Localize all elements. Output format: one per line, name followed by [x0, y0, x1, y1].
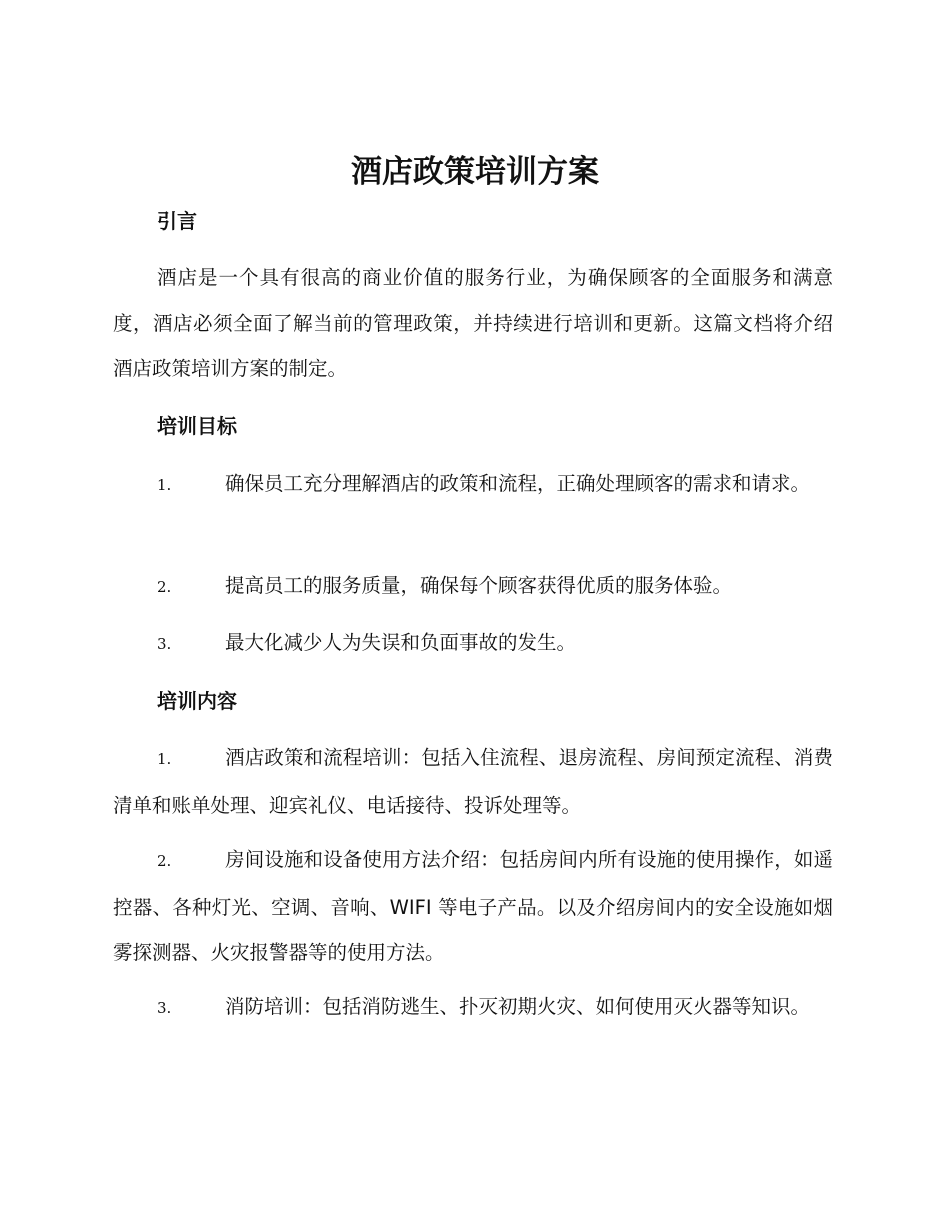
list-item-number: 1. — [157, 750, 172, 768]
list-item-text: 酒店政策和流程培训：包括入住流程、退房流程、房间预定流程、消费清单和账单处理、迎宾礼仪、电话接待、投诉处理等。 — [113, 746, 833, 817]
list-item-text: 房间设施和设备使用方法介绍：包括房间内所有设施的使用操作，如遥控器、各种灯光、空调、音响、WIFI 等电子产品。以及介绍房间内的安全设施如烟雾探测器、火灾报警器等的使用方法。 — [113, 848, 833, 964]
section-heading-training-goals: 培训目标 — [157, 414, 237, 438]
list-item-number: 3. — [157, 999, 172, 1017]
section-heading-training-content: 培训内容 — [157, 689, 237, 713]
section-heading-introduction: 引言 — [157, 209, 197, 233]
list-item — [113, 461, 833, 509]
list-item-text: 确保员工充分理解酒店的政策和流程，正确处理顾客的需求和请求。 — [225, 472, 811, 495]
list-item-number: 2. — [157, 578, 172, 596]
list-item-number: 3. — [157, 635, 172, 653]
list-item-text: 消防培训：包括消防逃生、扑灭初期火灾、如何使用灭火器等知识。 — [225, 995, 811, 1018]
introduction-paragraph: 酒店是一个具有很高的商业价值的服务行业，为确保顾客的全面服务和满意度，酒店必须全面了解当前的管理政策，并持续进行培训和更新。这篇文档将介绍酒店政策培训方案的制定。 — [113, 266, 833, 380]
list-item — [113, 563, 833, 611]
document-title: 酒店政策培训方案 — [351, 154, 599, 190]
list-item-number: 2. — [157, 852, 172, 870]
list-item — [113, 620, 833, 668]
list-item — [113, 984, 833, 1032]
list-item-number: 1. — [157, 476, 172, 494]
list-item-text: 提高员工的服务质量，确保每个顾客获得优质的服务体验。 — [225, 574, 733, 597]
list-item — [113, 837, 833, 976]
list-item — [113, 735, 833, 828]
list-item-text: 最大化减少人为失误和负面事故的发生。 — [225, 631, 577, 654]
